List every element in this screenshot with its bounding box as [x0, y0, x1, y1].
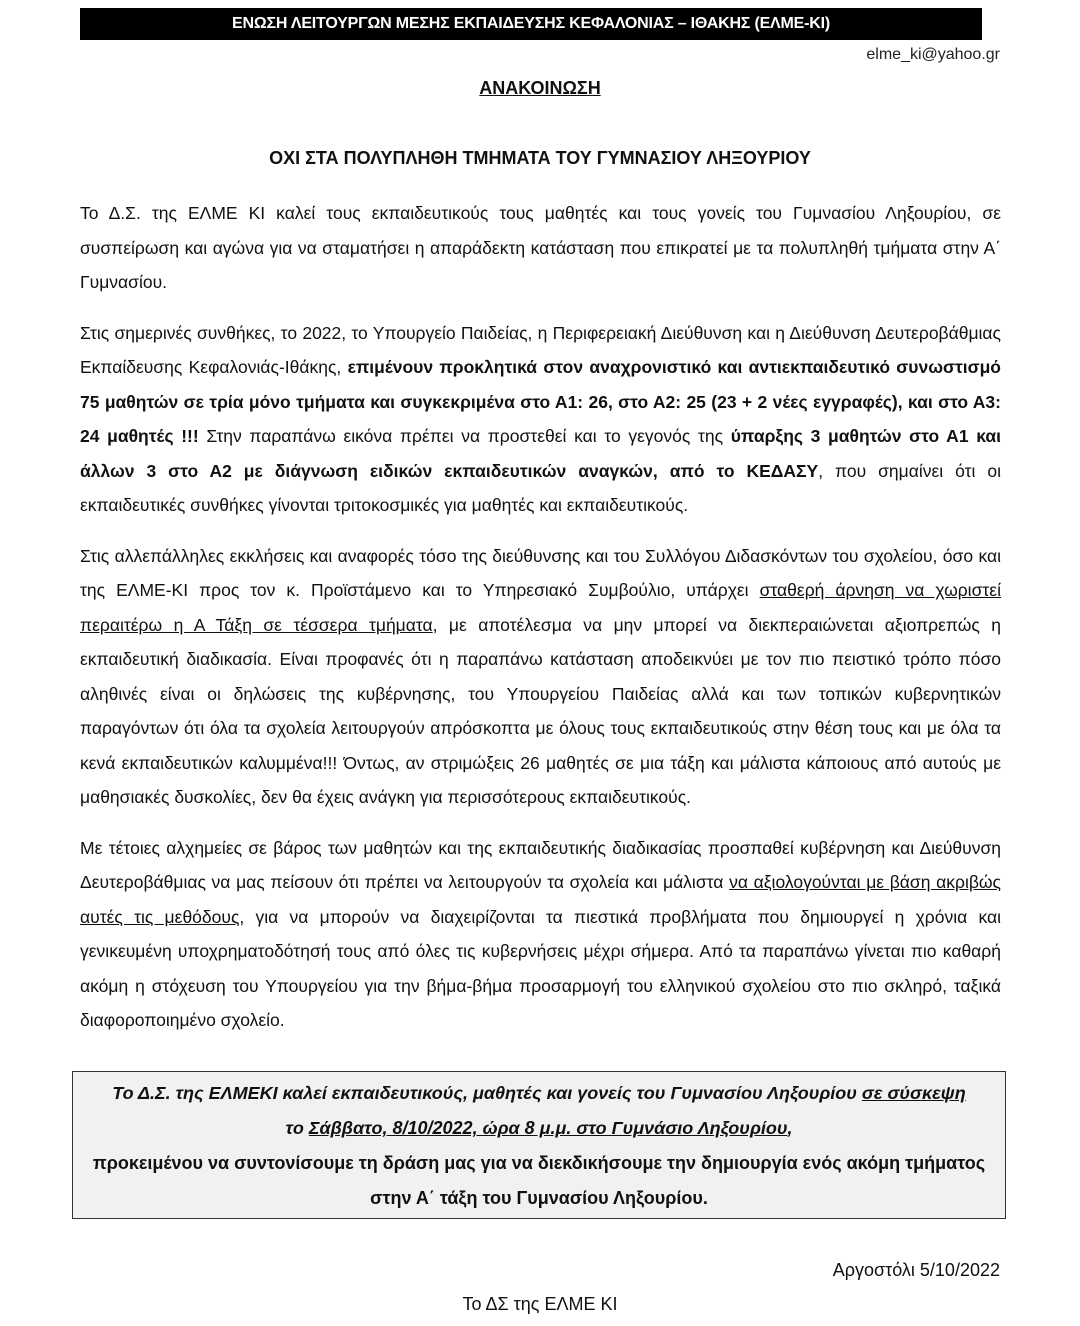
announcement-body — [80, 196, 1001, 1054]
meeting-callout-box — [72, 1071, 1006, 1219]
callout-line-3: προκειμένου να συντονίσουμε τη δράση μας για να διεκδικήσουμε την δημιουργία ενός ακόμη τμήματος — [92, 1153, 986, 1173]
place-date: Αργοστόλι 5/10/2022 — [832, 1260, 1000, 1280]
email-address: elme_ki@yahoo.gr — [866, 46, 1000, 63]
callout-line-2: το Σάββατο, 8/10/2022, ώρα 8 μ.μ. στο Γυμνάσιο Ληξουρίου, — [285, 1118, 793, 1138]
union-name: ΕΝΩΣΗ ΛΕΙΤΟΥΡΓΩΝ ΜΕΣΗΣ ΕΚΠΑΙΔΕΥΣΗΣ ΚΕΦΑΛΟΝΙΑΣ – ΙΘΑΚΗΣ (ΕΛΜΕ-ΚΙ) — [232, 15, 830, 32]
paragraph-4: Με τέτοιες αλχημείες σε βάρος των μαθητών και της εκπαιδευτικής διαδικασίας προσπαθεί κυβέρνηση και Διεύθυνση Δευτεροβάθμιας να μας πείσουν ότι πρέπει να λειτουργούν τα σχολεία και μάλιστα να αξιολογούνται με βάση ακριβώς αυτές τις μεθόδους, για να μπορούν να διαχειρίζονται τα πιεστικά προβλήματα που δημιουργεί η χρόνια και γενικευμένη υποχρηματοδότησή τους από όλες τις κυβερνήσεις μέχρι σήμερα. Από τα παραπάνω γίνεται πιο καθαρή ακόμη η στόχευση του Υπουργείου για την βήμα-βήμα προσαρμογή του ελληνικού σχολείου στο πιο σκληρό, ταξικά διαφοροποιημένο σχολείο. — [80, 837, 1001, 1030]
signature: Το ΔΣ της ΕΛΜΕ ΚΙ — [462, 1294, 618, 1314]
paragraph-2: Στις σημερινές συνθήκες, το 2022, το Υπουργείο Παιδείας, η Περιφερειακή Διεύθυνση και η Διεύθυνση Δευτεροβάθμιας Εκπαίδευσης Κεφαλονιάς-Ιθάκης, επιμένουν προκλητικά στον αναχρονιστικό και αντιεκπαιδευτικό συνωστισμό 75 μαθητών σε τρία μόνο τμήματα και συγκεκριμένα στο Α1: 26, στο Α2: 25 (23 + 2 νέες εγγραφές), και στο Α3: 24 μαθητές !!! Στην παραπάνω εικόνα πρέπει να προστεθεί και το γεγονός της ύπαρξης 3 μαθητών στο Α1 και άλλων 3 στο Α2 με διάγνωση ειδικών εκπαιδευτικών αναγκών, από το ΚΕΔΑΣΥ, που σημαίνει ότι οι εκπαιδευτικές συνθήκες γίνονται τριτοκοσμικές για μαθητές και εκπαιδευτικούς. — [80, 322, 1002, 515]
paragraph-1: Το Δ.Σ. της ΕΛΜΕ ΚΙ καλεί τους εκπαιδευτικούς τους μαθητές και τους γονείς του Γυμνασίου Ληξουρίου, σε συσπείρωση και αγώνα για να σταματήσει η απαράδεκτη κατάσταση που επικρατεί με τα πολυπληθή τμήματα στην Α΄ Γυμνασίου. — [80, 203, 1001, 292]
announcement-label: ΑΝΑΚΟΙΝΩΣΗ — [479, 78, 601, 98]
callout-line-1: Το Δ.Σ. της ΕΛΜΕΚΙ καλεί εκπαιδευτικούς, μαθητές και γονείς του Γυμνασίου Ληξουρίου σε σύσκεψη — [112, 1083, 966, 1103]
page-title: ΟΧΙ ΣΤΑ ΠΟΛΥΠΛΗΘΗ ΤΜΗΜΑΤΑ ΤΟΥ ΓΥΜΝΑΣΙΟΥ ΛΗΞΟΥΡΙΟΥ — [269, 148, 811, 168]
callout-line-4: στην Α΄ τάξη του Γυμνασίου Ληξουρίου. — [370, 1188, 708, 1208]
union-header-bar — [80, 8, 982, 40]
paragraph-3: Στις αλλεπάλληλες εκκλήσεις και αναφορές τόσο της διεύθυνσης και του Συλλόγου Διδασκόντων του σχολείου, όσο και της ΕΛΜΕ-ΚΙ προς τον κ. Προϊστάμενο και το Υπηρεσιακό Συμβούλιο, υπάρχει σταθερή άρνηση να χωριστεί περαιτέρω η Α Τάξη σε τέσσερα τμήματα, με αποτέλεσμα να μην μπορεί να διεκπεραιώνεται αξιοπρεπώς η εκπαιδευτική διαδικασία. Είναι προφανές ότι η παραπάνω κατάσταση αποδεικνύει με τον πιο πειστικό τρόπο πόσο αληθινές είναι οι δηλώσεις της κυβέρνησης, του Υπουργείου Παιδείας αλλά και των τοπικών κυβερνητικών παραγόντων ότι όλα τα σχολεία λειτουργούν απρόσκοπτα με όλους τους εκπαιδευτικούς στην θέση τους και με όλα τα κενά εκπαιδευτικών καλυμμένα!!! Όντως, αν στριμώξεις 26 μαθητές σε μια τάξη και μάλιστα κάποιους από αυτούς με μαθησιακές δυσκολίες, δεν θα έχεις ανάγκη για περισσότερους εκπαιδευτικούς. — [80, 545, 1001, 807]
